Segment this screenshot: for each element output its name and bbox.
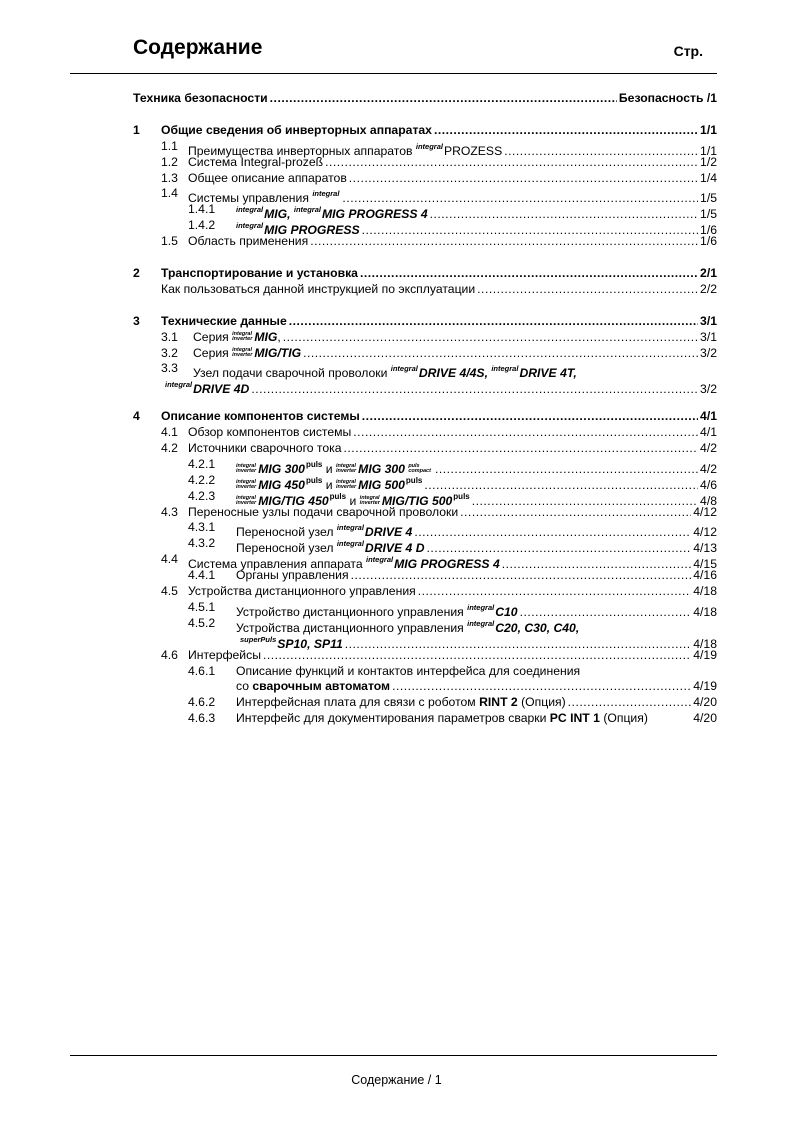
toc-entry-1-4[interactable]: 1.4 Системы управления $^{integral}$ ..... 1/5 [133,186,717,202]
toc-entry-1-2[interactable]: 1.2 Система Integral-prozeß ..... 1/2 [133,155,717,171]
toc-entry-4-6-2[interactable]: 4.6.2 Интерфейсная плата для связи с роботом RINT 2 (Опция) ..... 4/20 [133,695,717,711]
toc-entry-3-1[interactable]: 3.1 Серия integral inverter MIG, ..... 3/1 [133,330,717,346]
toc-entry-1-5[interactable]: 1.5 Область применения ..... 1/6 [133,234,717,250]
header-divider [70,73,717,74]
toc-entry-4-5[interactable]: 4.5 Устройства дистанционного управления ..... 4/18 [133,584,717,600]
toc-entry-section-2[interactable]: 2 Транспортирование и установка ..... 2/1 [133,266,717,282]
toc-entry-4-2-2[interactable]: 4.2.2 integral inverter MIG $450^{puls}$ и integral inverter MIG $500^{puls}$ ..... 4/6 [133,473,717,489]
toc-entry-4-2[interactable]: 4.2 Источники сварочного тока ..... 4/2 [133,441,717,457]
toc-entry-4-5-2[interactable]: 4.5.2 Устройства дистанционного управления $^{integral}$C20, C30, C40, [188,615,580,635]
toc-entry-4-2-1[interactable]: 4.2.1 integral inverter MIG $300^{puls}$ и integral inverter MIG 300 puls compact ..... 4/2 [133,457,717,473]
toc-entry-3-3[interactable]: 3.3 Узел подачи сварочной проволоки $^{integral}$DRIVE 4/4S, $^{integral}$DRIVE 4T, [161,361,577,381]
toc-entry-4-4[interactable]: 4.4 Система управления аппарата $^{integral}$MIG PROGRESS 4 ..... 4/15 [133,552,717,568]
footer-divider [70,1055,717,1056]
toc-entry-3-3-cont[interactable]: $^{integral}$DRIVE 4D ..... 3/2 [133,377,717,393]
toc-entry-4-6-1-cont[interactable]: со сварочным автоматом ..... 4/19 [133,679,717,695]
toc-entry-1-3[interactable]: 1.3 Общее описание аппаратов ..... 1/4 [133,171,717,187]
toc-entry-2-usage[interactable]: Как пользоваться данной инструкцией по эксплуатации ..... 2/2 [133,282,717,298]
toc-entry-4-4-1[interactable]: 4.4.1 Органы управления ..... 4/16 [133,568,717,584]
page-title: Содержание [133,36,263,59]
toc-entry-4-3[interactable]: 4.3 Переносные узлы подачи сварочной проволоки ..... 4/12 [133,505,717,521]
toc-entry-4-3-1[interactable]: 4.3.1 Переносной узел $^{integral}$DRIVE 4 ..... 4/12 [133,520,717,536]
page-column-label: Стр. [673,43,703,59]
toc-entry-safety[interactable]: Техника безопасности ..... Безопасность /1 [133,91,717,107]
toc-entry-4-1[interactable]: 4.1 Обзор компонентов системы ..... 4/1 [133,425,717,441]
toc-entry-section-3[interactable]: 3 Технические данные ..... 3/1 [133,314,717,330]
toc-entry-1-4-2[interactable]: 1.4.2 $^{integral}$MIG PROGRESS ..... 1/6 [133,218,717,234]
table-of-contents [133,91,717,727]
toc-entry-section-1[interactable]: 1 Общие сведения об инверторных аппаратах ..... 1/1 [133,123,717,139]
toc-entry-4-2-3[interactable]: 4.2.3 integral inverter MIG/TIG $450^{puls}$ и integral inverter MIG/TIG $500^{puls}$ ..... 4/8 [133,489,717,505]
toc-entry-4-6-3[interactable]: 4.6.3 Интерфейс для документирования параметров сварки PC INT 1 (Опция) 4/20 [188,711,717,726]
toc-entry-section-4[interactable]: 4 Описание компонентов системы ..... 4/1 [133,409,717,425]
page-footer: Содержание / 1 [351,1073,442,1087]
toc-entry-4-3-2[interactable]: 4.3.2 Переносной узел $^{integral}$DRIVE 4 D ..... 4/13 [133,536,717,552]
toc-entry-4-6-1[interactable]: 4.6.1 Описание функций и контактов интерфейса для соединения [188,663,581,678]
toc-entry-4-6[interactable]: 4.6 Интерфейсы ..... 4/19 [133,648,717,664]
toc-entry-1-4-1[interactable]: 1.4.1 $^{integral}$MIG, $^{integral}$MIG PROGRESS 4 ..... 1/5 [133,202,717,218]
toc-entry-1-1[interactable]: 1.1 Преимущества инверторных аппаратов $^{integral}$PROZESS ..... 1/1 [133,139,717,155]
toc-entry-3-2[interactable]: 3.2 Серия integral inverter MIG/TIG ..... 3/2 [133,346,717,362]
toc-entry-4-5-1[interactable]: 4.5.1 Устройство дистанционного управления $^{integral}$C10 ..... 4/18 [133,600,717,616]
toc-entry-4-5-2-cont[interactable]: $^{superPuls}$SP10, SP11 ..... 4/18 [133,632,717,648]
